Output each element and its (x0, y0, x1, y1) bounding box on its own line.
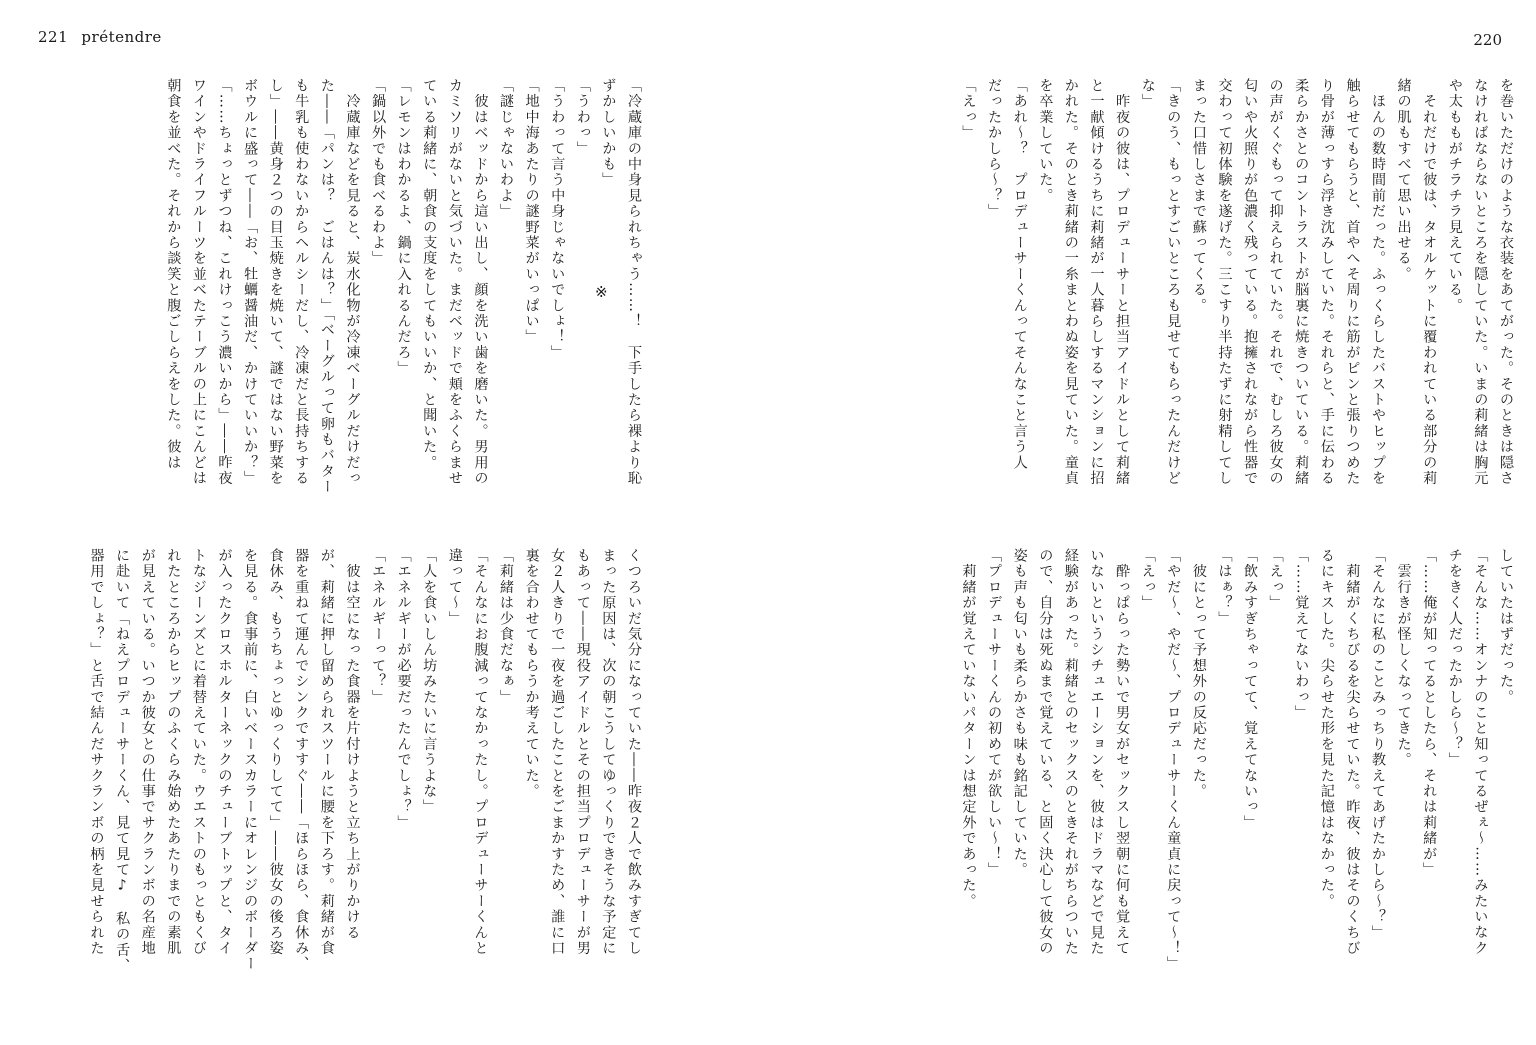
text-line: に赴いて「ねえプロデューサーくん、見て見て♪ 私の舌、 (114, 548, 131, 974)
text-line: 「はぁ？」 (1216, 548, 1233, 627)
text-line: 冷蔵庫などを見ると、炭水化物が冷凍ベーグルだけだっ (344, 78, 361, 487)
text-line: ワインやドライフルーツを並べたテーブルの上にこんどは (190, 78, 207, 487)
text-line: も牛乳も使わないからヘルシーだし、冷凍だと長持ちする (293, 78, 310, 487)
right-page-bottom-text (898, 548, 1518, 988)
text-line: 「鍋以外でも食べるわよ」 (370, 78, 387, 267)
text-line: の声がくぐもって抑えられていた。それで、むしろ彼女の (1267, 78, 1284, 487)
text-line: 「うわって言う中身じゃないでしょ！」 (549, 78, 566, 361)
text-line: していたはずだった。 (1498, 548, 1514, 705)
text-line: ので、自分は死ぬまで覚えている、と固く決心して彼女の (1037, 548, 1054, 957)
text-line: 「……ちょっとずつね、これけっこう濃いから」――昨夜 (216, 78, 233, 487)
text-line: 「そんな……オンナのこと知ってるぜぇ〜……みたいなク (1472, 548, 1489, 957)
running-title: prétendre (81, 28, 162, 46)
text-line: と一献傾けるうちに莉緒が一人暮らしするマンションに招 (1088, 78, 1105, 487)
text-line: くつろいだ気分になっていた――昨夜２人で飲みすぎてし (626, 548, 642, 957)
text-line: 裏を合わせてもらうか考えていた。 (523, 548, 540, 800)
text-line: な」 (1139, 78, 1156, 110)
text-line: 「エネルギーが必要だったんでしょ？」 (395, 548, 412, 831)
text-line: た――「パンは？ ごはんは？」「ベーグルって卵もバター (318, 78, 335, 495)
text-line: 「飲みすぎちゃってて、覚えてないっ」 (1242, 548, 1259, 831)
text-line: し」――黄身２つの目玉焼きを焼いて、謎ではない野菜を (267, 78, 284, 487)
left-page-top-text (50, 78, 646, 508)
text-line: 「そんなに私のことみっちり教えてあげたかしら〜？」 (1370, 548, 1387, 941)
text-line: 「……覚えてないわっ」 (1293, 548, 1310, 721)
text-line: 「プロデューサーくんの初めてが欲しい〜！」 (986, 548, 1003, 878)
text-line: 昨夜の彼は、プロデューサーと担当アイドルとして莉緒 (1114, 78, 1131, 487)
text-line: 経験があった。莉緒とのセックスのときそれがちらついた (1062, 548, 1079, 957)
page-number-right: 220 (1473, 31, 1502, 49)
text-line: まった口惜しさまで蘇ってくる。 (1190, 78, 1207, 314)
text-line: もあって――現役アイドルとその担当プロデューサーが男 (574, 548, 591, 957)
text-line: を卒業していた。 (1037, 78, 1054, 204)
text-line: を見る。食事前に、白いベースカラーにオレンジのボーダー (242, 548, 259, 972)
text-line: それだけで彼は、タオルケットに覆われている部分の莉 (1421, 78, 1438, 487)
text-line: 「レモンはわかるよ、鍋に入れるんだろ」 (395, 78, 412, 377)
text-line: が見えている。いつか彼女との仕事でサクランボの名産地 (139, 548, 156, 957)
text-line: 「人を食いしん坊みたいに言うよな」 (421, 548, 438, 815)
running-header-left (38, 28, 162, 46)
section-break-mark: ※ (595, 283, 608, 301)
text-line: チをきく人だったかしら〜？」 (1446, 548, 1463, 768)
text-line: いないというシチュエーションを、彼はドラマなどで見た (1088, 548, 1105, 957)
right-page (768, 0, 1536, 1045)
text-line: 「えっ」 (1267, 548, 1284, 611)
left-page-bottom-text (50, 548, 646, 988)
text-line: だったかしら〜？」 (986, 78, 1003, 220)
text-line: 「……俺が知ってるとしたら、それは莉緒が」 (1421, 548, 1438, 878)
text-line: 「えっ」 (960, 78, 977, 141)
text-line: 違って〜」 (446, 548, 463, 627)
text-line: 交わって初体験を遂げた。三こすり半持たずに射精してし (1216, 78, 1233, 487)
text-line: 「きのう、もっとすごいところも見せてもらったんだけど (1165, 78, 1182, 487)
text-line: 「莉緒は少食だなぁ」 (498, 548, 515, 705)
text-line: 匂いや火照りが色濃く残っている。抱擁されながら性器で (1242, 78, 1259, 487)
text-line: 「エネルギーって？」 (370, 548, 387, 705)
text-line: 莉緒がくちびるを尖らせていた。昨夜、彼はそのくちび (1344, 548, 1361, 957)
text-line: 朝食を並べた。それから談笑と腹ごしらえをした。彼は (165, 78, 182, 471)
text-line: 「そんなにお腹減ってなかったし。プロデューサーくんと (472, 548, 489, 957)
text-line: 「謎じゃないわよ」 (498, 78, 515, 220)
text-line: 雲行きが怪しくなってきた。 (1395, 548, 1412, 768)
text-line: 「冷蔵庫の中身見られちゃう……！ 下手したら裸より恥 (626, 78, 642, 487)
text-line: ボウルに盛って――「お、牡蠣醤油だ、かけていいか？」 (242, 78, 259, 487)
text-line: が、莉緒に押し留められスツールに腰を下ろす。莉緒が食 (318, 548, 335, 957)
text-line: るにキスした。尖らせた形を見た記憶はなかった。 (1318, 548, 1335, 910)
text-line: 器用でしょ？」と舌で結んだサクランボの柄を見せられた (88, 548, 105, 957)
text-line: 彼は空になった食器を片付けようと立ち上がりかける (344, 548, 361, 941)
text-line: や太ももがチラチラ見えている。 (1446, 78, 1463, 314)
text-line: れたところからヒップのふくらみ始めたあたりまでの素肌 (165, 548, 182, 957)
text-line: 食休み、もうちょっとゆっくりしてて」――彼女の後ろ姿 (267, 548, 284, 957)
text-line: 女２人きりで一夜を過ごしたことをごまかすため、誰に口 (549, 548, 566, 957)
text-line: 「えっ」 (1139, 548, 1156, 611)
text-line: 彼にとって予想外の反応だった。 (1190, 548, 1207, 800)
text-line: が入ったクロスホルターネックのチューブトップと、タイ (216, 548, 233, 957)
text-line: 莉緒が覚えていないパターンは想定外であった。 (960, 548, 977, 910)
text-line: かれた。そのとき莉緒の一糸まとわぬ姿を見ていた。童貞 (1062, 78, 1079, 487)
text-line: 「あれ〜？ プロデューサーくんってそんなこと言う人 (1011, 78, 1028, 471)
text-line: トなジーンズとに着替えていた。ウエストのもっともくび (190, 548, 207, 957)
text-line: 彼はベッドから這い出し、顔を洗い歯を磨いた。男用の (472, 78, 489, 487)
text-line: ている莉緒に、朝食の支度をしてもいいか、と聞いた。 (421, 78, 438, 471)
text-line: 柔らかさとのコントラストが脳裏に焼きついている。莉緒 (1293, 78, 1310, 487)
text-line: ほんの数時間前だった。ふっくらしたバストやヒップを (1370, 78, 1387, 487)
text-line: 姿も声も匂いも柔らかさも味も銘記していた。 (1011, 548, 1028, 878)
text-line: まった原因は、次の朝こうしてゆっくりできそうな予定に (600, 548, 617, 957)
text-line: 器を重ねて運んでシンクですすぐ――「ほらほら、食休み、 (293, 548, 310, 972)
text-line: り骨が薄っすら浮き沈みしていた。それらと、手に伝わる (1318, 78, 1335, 487)
right-page-top-text (898, 78, 1518, 508)
text-line: 緒の肌もすべて思い出せる。 (1395, 78, 1412, 283)
page-number-left: 221 (38, 28, 69, 46)
text-line: ずかしいかも」 (600, 78, 617, 188)
text-line: を巻いただけのような衣装をあてがった。そのときは隠さ (1498, 78, 1514, 487)
text-line: 「うわっ」 (574, 78, 591, 157)
text-line: カミソリがないと気づいた。まだベッドで頬をふくらませ (446, 78, 463, 487)
text-line: なければならないところを隠していた。いまの莉緒は胸元 (1472, 78, 1489, 487)
text-line: 触らせてもらうと、首やへそ周りに筋がピンと張りつめた (1344, 78, 1361, 487)
text-line: 「やだ〜、やだ〜、プロデューサーくん童貞に戻って〜！」 (1165, 548, 1182, 972)
text-line: 「地中海あたりの謎野菜がいっぱい」 (523, 78, 540, 345)
text-line: 酔っぱらった勢いで男女がセックスし翌朝に何も覚えて (1114, 548, 1131, 957)
